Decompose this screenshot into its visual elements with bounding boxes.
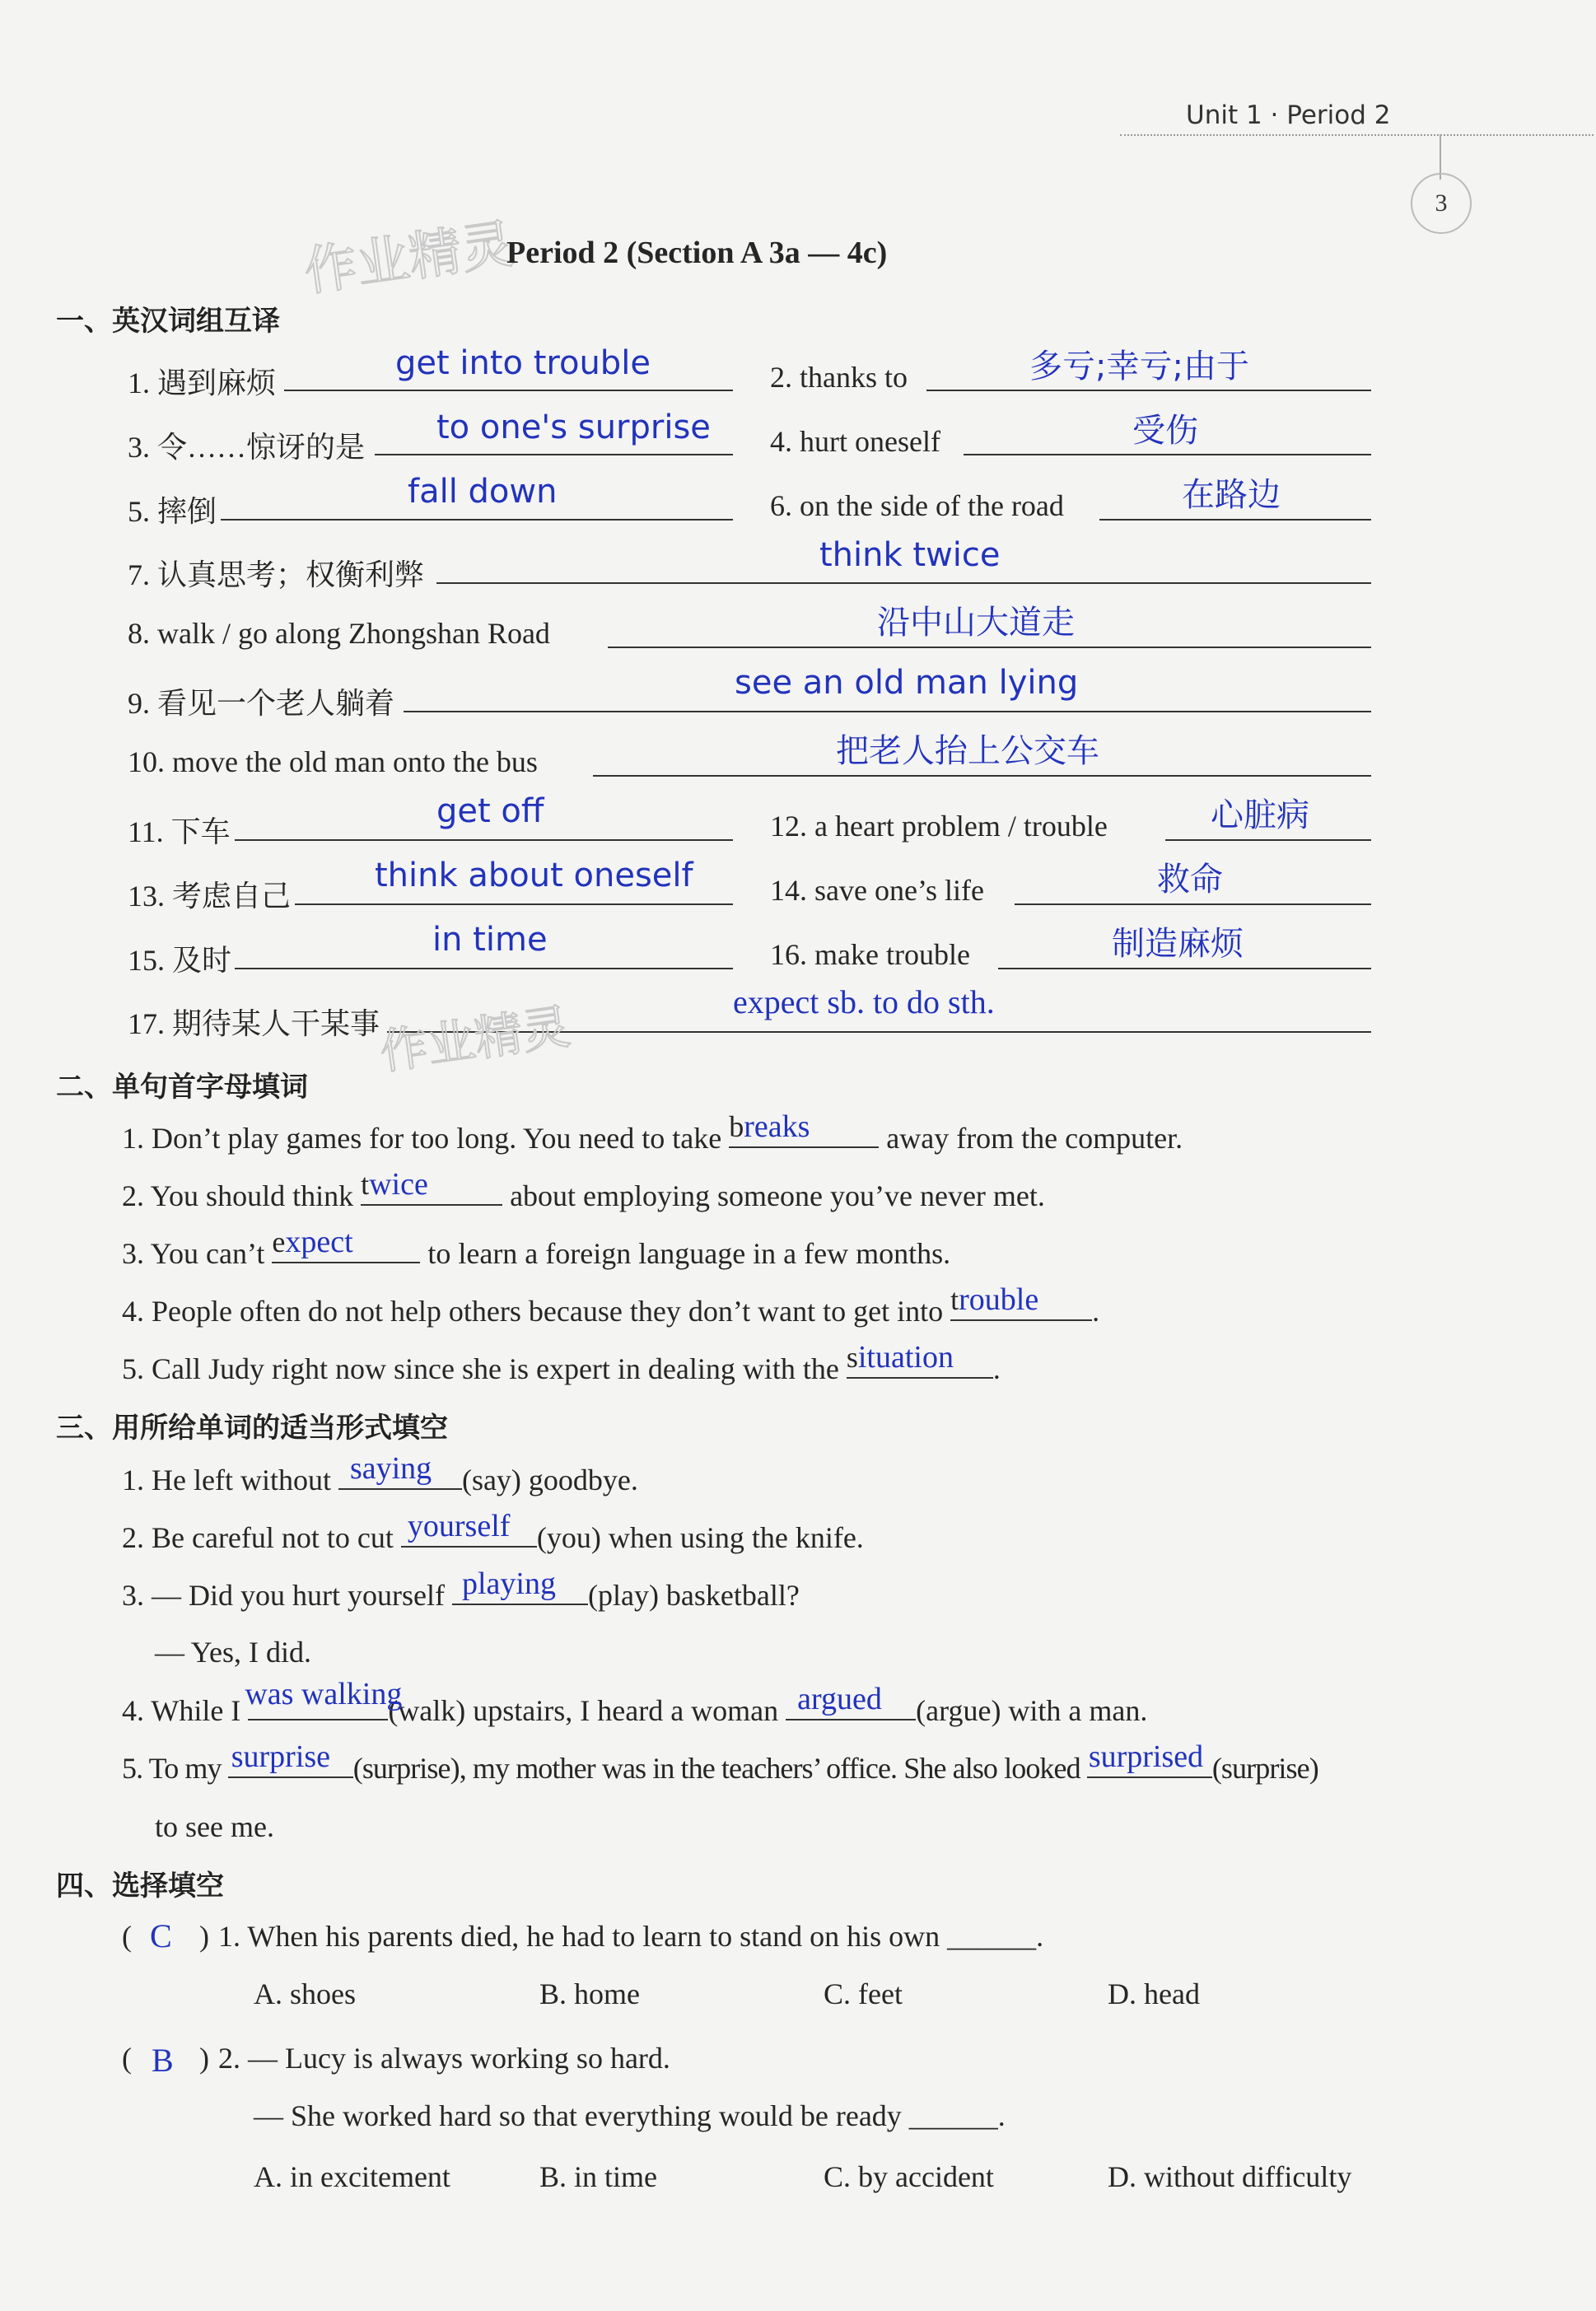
s2-blank-5[interactable] — [846, 1340, 993, 1379]
s1-answer-1: get into trouble — [395, 344, 651, 382]
s4-q2-option-b[interactable]: B. in time — [539, 2160, 657, 2193]
period-label: Period 2 — [1286, 100, 1391, 130]
s4-q2-text: 2. — Lucy is always working so hard. — [218, 2042, 670, 2075]
s4-q1-option-d[interactable]: D. head — [1108, 1977, 1200, 2010]
s3-item-1-text: 1. He left without — [122, 1464, 338, 1496]
s1-q14: 14. save one’s life — [770, 874, 984, 907]
s1-answer-16: 制造麻烦 — [1112, 925, 1244, 963]
s2-blank-1[interactable] — [729, 1109, 879, 1148]
s1-line-10[interactable] — [593, 775, 1371, 777]
s2-letter-5: s — [846, 1341, 858, 1374]
s1-answer-2: 多亏;幸亏;由于 — [1029, 348, 1249, 385]
s1-q12: 12. a heart problem / trouble — [770, 810, 1108, 843]
s2-letter-4: t — [950, 1283, 959, 1316]
s3-blank-2[interactable] — [401, 1509, 537, 1548]
s3-blank-5b[interactable] — [1087, 1739, 1212, 1778]
s1-answer-13: think about oneself — [375, 857, 693, 894]
s1-line-2[interactable] — [926, 390, 1371, 391]
watermark-2: 作业精灵 — [376, 998, 574, 1081]
s3-answer-5a: surprise — [231, 1739, 331, 1774]
s2-item-4-post: . — [1092, 1295, 1100, 1328]
s1-q1: 1. 遇到麻烦 — [128, 366, 277, 399]
s1-line-9[interactable] — [404, 711, 1371, 712]
s2-item-1-text: 1. Don’t play games for too long. You need to take — [122, 1122, 730, 1155]
s1-answer-5: fall down — [408, 473, 558, 511]
s2-item-1 — [122, 1109, 1183, 1156]
s1-line-3[interactable] — [375, 454, 733, 455]
s1-answer-10: 把老人抬上公交车 — [836, 732, 1099, 770]
s2-item-4-text: 4. People often do not help others because they don’t want to get into — [122, 1295, 951, 1328]
s3-answer-1: saying — [349, 1451, 432, 1486]
s2-answer-3: xpect — [285, 1225, 353, 1259]
s3-item-1 — [122, 1451, 638, 1497]
s4-q1-option-c[interactable]: C. feet — [824, 1977, 903, 2010]
s1-q3: 3. 令……惊讶的是 — [128, 431, 366, 464]
s2-letter-2: t — [361, 1168, 370, 1201]
running-header: Unit 1 · Period 2 — [1186, 100, 1391, 130]
s4-q2-paren-close: ) — [199, 2042, 209, 2075]
s4-q1-paren: ( — [122, 1920, 132, 1953]
s1-answer-7: think twice — [819, 536, 1001, 574]
s1-q7: 7. 认真思考；权衡利弊 — [128, 558, 425, 591]
s3-item-3-post: (play) basketball? — [587, 1579, 800, 1612]
s3-answer-2: yourself — [407, 1509, 511, 1543]
s1-answer-12: 心脏病 — [1211, 796, 1309, 834]
s1-answer-17: expect sb. to do sth. — [733, 983, 995, 1020]
s3-item-5-mid: (surprise), my mother was in the teachers’ office. She also looked — [352, 1752, 1087, 1785]
s1-q11: 11. 下车 — [128, 815, 231, 848]
s4-q2-option-a[interactable]: A. in excitement — [254, 2160, 450, 2193]
s4-q1-option-a[interactable]: A. shoes — [254, 1977, 356, 2010]
s1-q16: 16. make trouble — [770, 938, 970, 971]
s4-q2-option-c[interactable]: C. by accident — [824, 2160, 994, 2193]
s2-item-5 — [122, 1340, 1001, 1386]
s3-answer-4a: was walking — [245, 1677, 403, 1711]
unit-label: Unit 1 — [1186, 100, 1262, 130]
s2-item-2-text: 2. You should think — [122, 1179, 362, 1212]
s4-q2-option-d[interactable]: D. without difficulty — [1108, 2160, 1352, 2193]
s2-answer-2: wice — [369, 1167, 428, 1202]
s3-item-3-text: 3. — Did you hurt yourself — [122, 1579, 452, 1612]
s1-answer-8: 沿中山大道走 — [877, 604, 1075, 642]
s1-line-11[interactable] — [235, 839, 733, 841]
s3-blank-4b[interactable] — [786, 1682, 916, 1720]
s2-blank-3[interactable] — [272, 1225, 420, 1263]
s3-item-2 — [122, 1509, 864, 1555]
s2-item-5-post: . — [992, 1352, 1001, 1385]
s2-answer-4: rouble — [959, 1282, 1039, 1317]
s1-line-14[interactable] — [1015, 903, 1371, 905]
s4-q1-text: 1. When his parents died, he had to learn to stand on his own ______. — [218, 1920, 1044, 1953]
page-title: Period 2 (Section A 3a — 4c) — [506, 236, 888, 270]
s1-line-7[interactable] — [436, 582, 1371, 584]
s1-line-16[interactable] — [998, 968, 1371, 969]
s1-q5: 5. 摔倒 — [128, 495, 217, 528]
s1-q10: 10. move the old man onto the bus — [128, 745, 538, 778]
s2-blank-2[interactable] — [361, 1167, 502, 1206]
s4-q2-line2: — She worked hard so that everything would be ready ______. — [254, 2099, 1006, 2132]
s3-item-3 — [122, 1566, 800, 1613]
s1-answer-3: to one's surprise — [436, 409, 711, 446]
s4-q1-answer[interactable]: C — [150, 1917, 172, 1954]
s3-item-4 — [122, 1677, 1148, 1728]
s2-item-3-post: to learn a foreign language in a few months. — [420, 1237, 951, 1270]
s2-item-4 — [122, 1282, 1100, 1328]
s1-q17: 17. 期待某人干某事 — [128, 1007, 380, 1040]
s4-q1-option-b[interactable]: B. home — [539, 1977, 640, 2010]
s4-q2-paren: ( — [122, 2042, 132, 2075]
s2-item-3 — [122, 1225, 951, 1271]
page-number: 3 — [1411, 173, 1472, 234]
header-rule — [1120, 134, 1594, 136]
s1-line-4[interactable] — [964, 454, 1371, 455]
s2-item-5-text: 5. Call Judy right now since she is expert in dealing with the — [122, 1352, 847, 1385]
s2-letter-1: b — [729, 1110, 744, 1143]
s3-item-5 — [122, 1739, 1318, 1786]
s1-q15: 15. 及时 — [128, 944, 232, 977]
s3-item-4-mid: (walk) upstairs, I heard a woman — [388, 1694, 786, 1727]
s4-q1-paren-close: ) — [199, 1920, 209, 1953]
s1-q6: 6. on the side of the road — [770, 489, 1064, 522]
s3-item-2-post: (you) when using the knife. — [536, 1521, 864, 1554]
section-1-heading: 一、英汉词组互译 — [56, 305, 280, 338]
s2-answer-5: ituation — [857, 1340, 954, 1375]
s4-q2-answer[interactable]: B — [152, 2042, 174, 2079]
s1-line-1[interactable] — [284, 390, 733, 391]
s3-answer-3: playing — [461, 1566, 556, 1601]
s1-q4: 4. hurt oneself — [770, 425, 940, 458]
s2-item-1-post: away from the computer. — [879, 1122, 1183, 1155]
s3-blank-4a[interactable] — [245, 1677, 403, 1720]
s3-item-3-reply: — Yes, I did. — [155, 1636, 312, 1669]
s1-line-13[interactable] — [295, 903, 733, 905]
s2-item-2 — [122, 1167, 1045, 1213]
s1-answer-6: 在路边 — [1182, 476, 1281, 514]
section-3-heading: 三、用所给单词的适当形式填空 — [56, 1412, 448, 1445]
s1-answer-14: 救命 — [1157, 861, 1223, 899]
s3-blank-1[interactable] — [338, 1451, 462, 1490]
s2-blank-4[interactable] — [950, 1282, 1092, 1321]
s3-answer-5b: surprised — [1088, 1739, 1204, 1774]
s2-letter-3: e — [272, 1226, 286, 1258]
s1-answer-11: get off — [436, 792, 544, 830]
s1-line-15[interactable] — [235, 968, 733, 969]
s1-q13: 13. 考虑自己 — [128, 880, 292, 913]
s2-item-2-post: about employing someone you’ve never met. — [502, 1179, 1045, 1212]
s3-item-5-post: (surprise) — [1211, 1752, 1318, 1785]
s2-answer-1: reaks — [744, 1109, 810, 1144]
section-2-heading: 二、单句首字母填词 — [56, 1071, 308, 1104]
s1-q8: 8. walk / go along Zhongshan Road — [128, 617, 550, 650]
s1-line-6[interactable] — [1099, 519, 1371, 521]
s1-answer-4: 受伤 — [1132, 412, 1198, 450]
s1-line-5[interactable] — [221, 519, 733, 521]
s3-item-5-text: 5. To my — [122, 1752, 228, 1785]
s3-item-5-cont: to see me. — [155, 1810, 274, 1843]
s3-item-1-post: (say) goodbye. — [461, 1464, 638, 1496]
s1-line-12[interactable] — [1165, 839, 1371, 841]
s1-answer-9: see an old man lying — [735, 664, 1079, 702]
s3-blank-5a[interactable] — [228, 1739, 353, 1778]
s3-item-4-post: (argue) with a man. — [916, 1694, 1148, 1727]
section-4-heading: 四、选择填空 — [56, 1870, 224, 1902]
s3-item-4-text: 4. While I — [122, 1694, 249, 1727]
s1-q9: 9. 看见一个老人躺着 — [128, 687, 395, 720]
s3-blank-3[interactable] — [452, 1566, 588, 1605]
s1-line-8[interactable] — [608, 647, 1371, 648]
s1-q2: 2. thanks to — [770, 361, 908, 394]
s3-item-2-text: 2. Be careful not to cut — [122, 1521, 401, 1554]
s3-answer-4b: argued — [797, 1682, 882, 1716]
watermark: 作业精灵 — [300, 213, 518, 304]
s1-answer-15: in time — [432, 921, 548, 959]
s2-item-3-text: 3. You can’t — [122, 1237, 273, 1270]
